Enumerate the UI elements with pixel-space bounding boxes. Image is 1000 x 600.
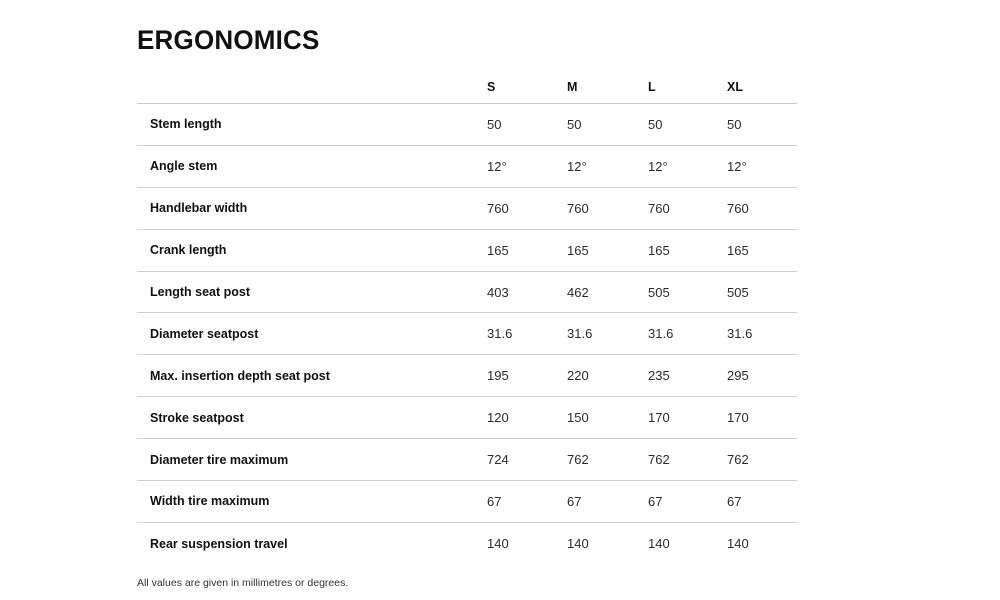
table-row [137,272,797,314]
table-row [137,481,797,523]
cell-value-xl: 67 [727,493,742,509]
row-label: Handlebar width [150,201,248,216]
table-row [137,439,797,481]
table-row [137,230,797,272]
table-row [137,313,797,355]
cell-value-s: 165 [487,242,509,258]
cell-value-xl: 165 [727,242,749,258]
cell-value-xl: 170 [727,410,749,426]
cell-value-m: 31.6 [567,326,593,342]
cell-value-xl: 50 [727,116,742,132]
row-label: Crank length [150,243,227,258]
row-label: Angle stem [150,159,218,174]
cell-value-s: 50 [487,116,502,132]
units-footnote: All values are given in millimetres or degrees. [137,577,349,589]
cell-value-xl: 505 [727,284,749,300]
column-header-s: S [487,80,496,94]
cell-value-m: 150 [567,410,589,426]
cell-value-xl: 31.6 [727,326,753,342]
cell-value-s: 31.6 [487,326,513,342]
cell-value-l: 505 [648,284,670,300]
cell-value-m: 220 [567,368,589,384]
table-header-row [137,66,797,104]
row-label: Stroke seatpost [150,410,244,425]
row-label: Rear suspension travel [150,536,288,551]
cell-value-s: 403 [487,284,509,300]
cell-value-m: 462 [567,284,589,300]
table-row [137,397,797,439]
row-label: Diameter tire maximum [150,452,289,467]
table-row [137,355,797,397]
cell-value-l: 67 [648,493,663,509]
cell-value-l: 12° [648,158,668,174]
ergonomics-spec-table [137,66,797,565]
cell-value-l: 762 [648,452,670,468]
cell-value-l: 31.6 [648,326,674,342]
cell-value-xl: 762 [727,452,749,468]
cell-value-s: 724 [487,452,509,468]
column-header-m: M [567,80,578,94]
cell-value-l: 165 [648,242,670,258]
cell-value-xl: 295 [727,368,749,384]
cell-value-m: 140 [567,536,589,552]
row-label: Max. insertion depth seat post [150,368,330,383]
cell-value-s: 120 [487,410,509,426]
cell-value-s: 67 [487,493,502,509]
row-label: Length seat post [150,285,251,299]
cell-value-m: 12° [567,158,587,174]
table-row [137,188,797,230]
cell-value-l: 235 [648,368,670,384]
cell-value-m: 762 [567,452,589,468]
table-row [137,104,797,146]
page-title: ERGONOMICS [137,24,320,56]
cell-value-l: 170 [648,410,670,426]
cell-value-s: 760 [487,200,509,216]
column-header-l: L [648,80,656,94]
cell-value-s: 12° [487,158,507,174]
cell-value-m: 760 [567,200,589,216]
cell-value-l: 760 [648,200,670,216]
row-label: Width tire maximum [150,494,270,509]
table-row [137,523,797,565]
cell-value-m: 50 [567,116,582,132]
cell-value-s: 140 [487,536,509,552]
cell-value-s: 195 [487,368,509,384]
column-header-xl: XL [727,80,743,94]
cell-value-m: 165 [567,242,589,258]
cell-value-xl: 12° [727,158,747,174]
row-label: Stem length [150,117,222,132]
table-row [137,146,797,188]
table-body [137,104,797,565]
cell-value-xl: 760 [727,200,749,216]
cell-value-m: 67 [567,493,582,509]
row-label: Diameter seatpost [150,326,259,341]
cell-value-xl: 140 [727,536,749,552]
cell-value-l: 140 [648,536,670,552]
cell-value-l: 50 [648,116,663,132]
